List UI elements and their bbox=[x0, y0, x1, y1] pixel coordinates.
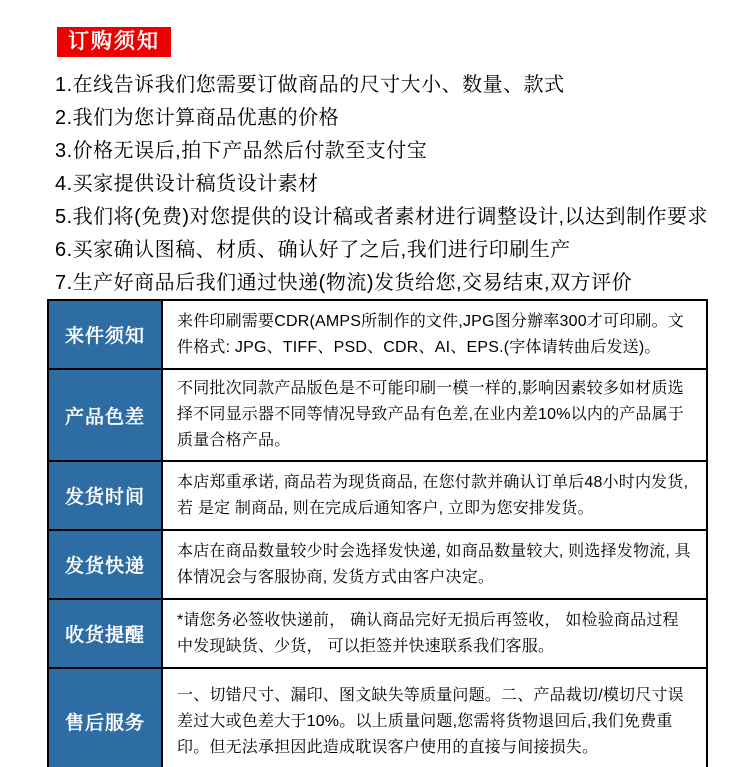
notice-label: 收货提醒 bbox=[48, 599, 162, 668]
section-title-badge: 订购须知 bbox=[57, 27, 171, 57]
step-item: 7.生产好商品后我们通过快递(物流)发货给您,交易结束,双方评价 bbox=[55, 272, 633, 294]
notice-content: 来件印刷需要CDR(AMPS所制作的文件,JPG图分辦率300才可印刷。文件格式: JPG、TIFF、PSD、CDR、AI、EPS.(字体请转曲后发送)。 bbox=[162, 300, 707, 369]
notice-label: 发货快递 bbox=[48, 530, 162, 599]
notice-label: 来件须知 bbox=[48, 300, 162, 369]
step-item: 5.我们将(免费)对您提供的设计稿或者素材进行调整设计,以达到制作要求 bbox=[55, 206, 709, 228]
step-item: 4.买家提供设计稿货设计素材 bbox=[55, 173, 319, 195]
notice-label: 产品色差 bbox=[48, 369, 162, 461]
step-item: 2.我们为您计算商品优惠的价格 bbox=[55, 107, 340, 129]
notice-content: 本店在商品数量较少时会选择发快递, 如商品数量较大, 则选择发物流, 具体情况会与客服协商, 发货方式由客户决定。 bbox=[162, 530, 707, 599]
notice-content: *请您务必签收快递前， 确认商品完好无损后再签收， 如检验商品过程中发现缺货、少货， 可以拒签并快速联系我们客服。 bbox=[162, 599, 707, 668]
notice-label: 售后服务 bbox=[48, 668, 162, 767]
badge-wrap bbox=[0, 0, 750, 57]
table-row bbox=[48, 300, 707, 369]
step-item: 1.在线告诉我们您需要订做商品的尺寸大小、数量、款式 bbox=[55, 74, 565, 96]
step-item: 6.买家确认图稿、材质、确认好了之后,我们进行印刷生产 bbox=[55, 239, 571, 261]
table-row bbox=[48, 369, 707, 461]
step-item: 3.价格无误后,拍下产品然后付款至支付宝 bbox=[55, 140, 428, 162]
table-row bbox=[48, 599, 707, 668]
table-row bbox=[48, 530, 707, 599]
notice-content: 不同批次同款产品版色是不可能印刷一模一样的,影响因素较多如材质选择不同显示器不同等情况导致产品有色差,在业内差10%以内的产品属于质量合格产品。 bbox=[162, 369, 707, 461]
notice-content: 本店郑重承诺, 商品若为现货商品, 在您付款并确认订单后48小时内发货, 若 是定 制商品, 则在完成后通知客户, 立即为您安排发货。 bbox=[162, 461, 707, 530]
ordering-steps-list bbox=[55, 66, 750, 297]
notice-label: 发货时间 bbox=[48, 461, 162, 530]
notice-table bbox=[47, 299, 708, 767]
table-row bbox=[48, 668, 707, 767]
table-row bbox=[48, 461, 707, 530]
notice-content: 一、切错尺寸、漏印、图文缺失等质量问题。二、产品裁切/模切尺寸误差过大或色差大于10%。以上质量问题,您需将货物退回后,我们免费重印。但无法承担因此造成耽误客户使用的直接与间接损失。 bbox=[162, 668, 707, 767]
